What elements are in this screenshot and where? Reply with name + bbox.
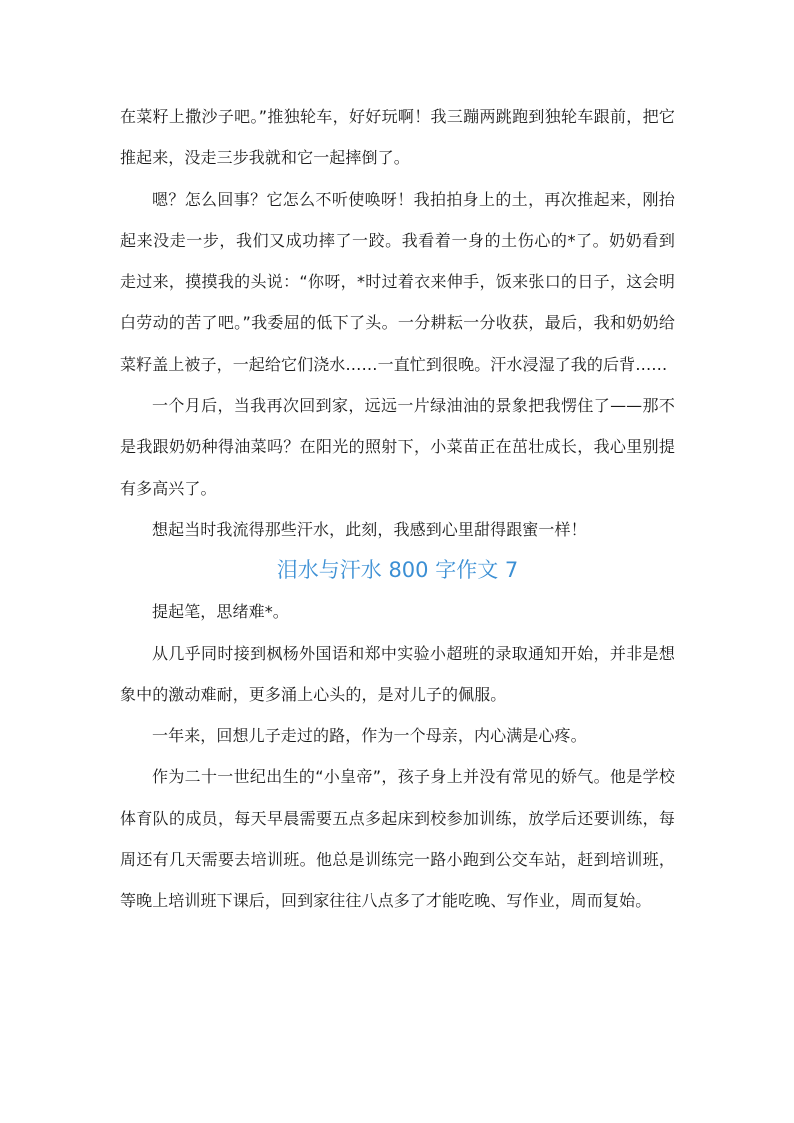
document-page (120, 96, 675, 922)
paragraph: 一年来，回想儿子走过的路，作为一个母亲，内心满是心疼。 (152, 726, 587, 746)
paragraph: 从几乎同时接到枫杨外国语和郑中实验小超班的录取通知开始，并非是想象中的激动难耐，更多涌上心头的，是对儿子的佩服。 (120, 643, 675, 704)
paragraph: 提起笔，思绪难*。 (152, 602, 289, 622)
paragraph: 作为二十一世纪出生的“小皇帝”，孩子身上并没有常见的娇气。他是学校体育队的成员，每天早晨需要五点多起床到校参加训练，放学后还要训练，每周还有几天需要去培训班。他总是训练完一路小跑到公交车站，赶到培训班，等晚上培训班下课后，回到家往往八点多了才能吃晚、写作业，周而复始。 (120, 767, 675, 911)
paragraph: 一个月后，当我再次回到家，远远一片绿油油的景象把我愣住了——那不是我跟奶奶种得油菜吗？在阳光的照射下，小菜苗正在茁壮成长，我心里别提有多高兴了。 (120, 396, 675, 498)
section-title: 泪水与汗水 800 字作文 7 (276, 558, 519, 583)
paragraph-continued: 在菜籽上撒沙子吧。”推独轮车，好好玩啊！我三蹦两跳跑到独轮车跟前，把它推起来，没走三步我就和它一起摔倒了。 (120, 107, 675, 168)
paragraph: 想起当时我流得那些汗水，此刻，我感到心里甜得跟蜜一样！ (152, 519, 587, 539)
paragraph: 嗯？怎么回事？它怎么不听使唤呀！我拍拍身上的土，再次推起来，刚抬起来没走一步，我们又成功摔了一跤。我看着一身的土伤心的*了。奶奶看到走过来，摸摸我的头说：“你呀，*时过着衣来伸手，饭来张口的日子，这会明白劳动的苦了吧。”我委屈的低下了头。一分耕耘一分收获，最后，我和奶奶给菜籽盖上被子，一起给它们浇水……一直忙到很晚。汗水浸湿了我的后背…… (120, 189, 675, 374)
